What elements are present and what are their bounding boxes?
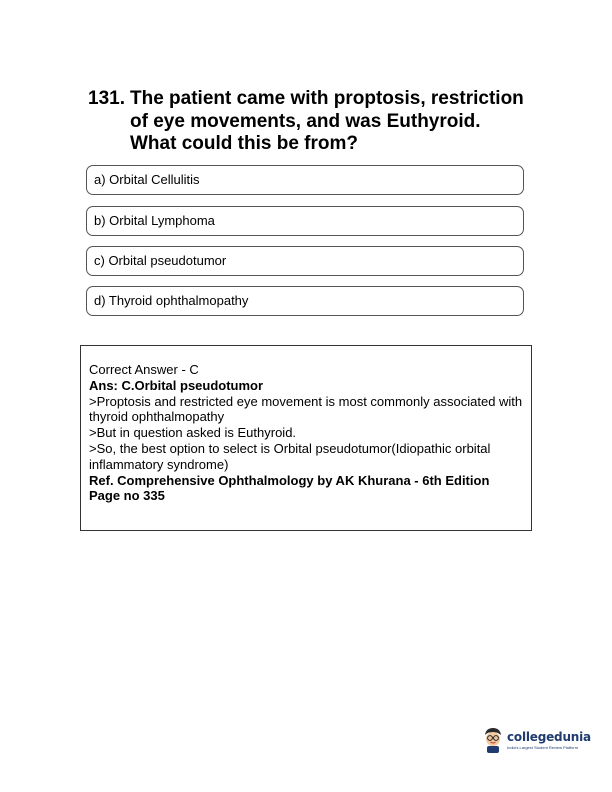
- logo-tagline: India's Largest Student Review Platform: [507, 745, 579, 750]
- question-text: The patient came with proptosis, restriction of eye movements, and was Euthyroid. What could this be from?: [130, 88, 524, 154]
- explanation-line-2: >But in question asked is Euthyroid.: [89, 425, 297, 441]
- option-d[interactable]: d) Thyroid ophthalmopathy: [86, 286, 524, 316]
- question: [88, 88, 528, 156]
- option-a[interactable]: a) Orbital Cellulitis: [86, 165, 524, 195]
- logo-name: collegedunia: [507, 730, 591, 744]
- correct-answer: Correct Answer - C: [89, 362, 199, 377]
- collegedunia-logo: [482, 726, 591, 754]
- answer-box: [80, 345, 532, 531]
- mascot-icon: [482, 726, 504, 754]
- answer-heading: Ans: C.Orbital pseudotumor: [89, 377, 264, 393]
- explanation-line-3: >So, the best option to select is Orbital pseudotumor(Idiopathic orbital inflammatory syndrome): [89, 440, 491, 472]
- option-c[interactable]: c) Orbital pseudotumor: [86, 246, 524, 276]
- explanation-line-1: >Proptosis and restricted eye movement is most commonly associated with thyroid ophthalmopathy: [89, 393, 523, 425]
- option-b[interactable]: b) Orbital Lymphoma: [86, 206, 524, 236]
- reference: Ref. Comprehensive Ophthalmology by AK Khurana - 6th Edition Page no 335: [89, 472, 490, 504]
- question-number: 131.: [88, 88, 125, 109]
